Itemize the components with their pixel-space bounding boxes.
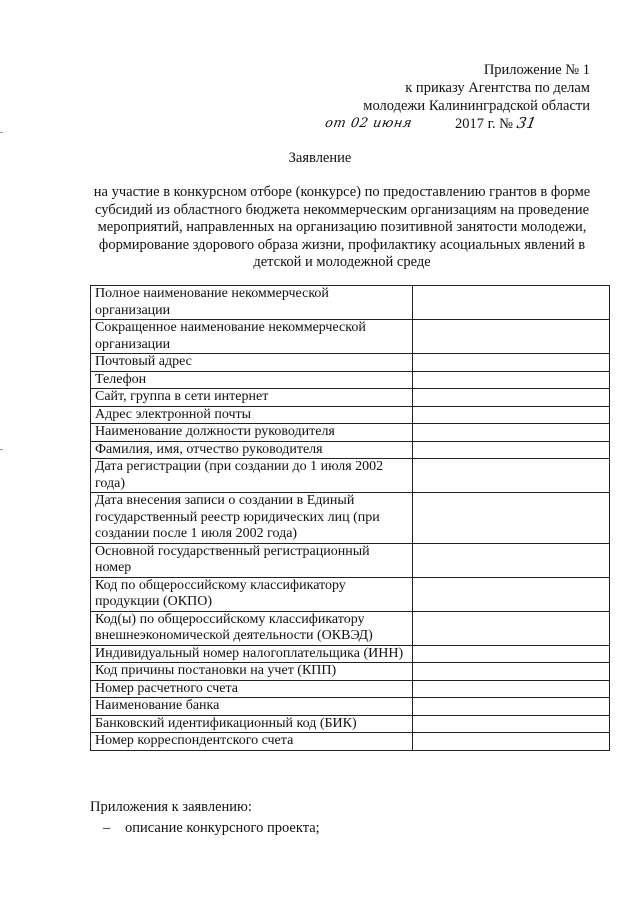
field-value-cell[interactable]	[412, 286, 609, 320]
field-label: Адрес электронной почты	[91, 406, 413, 424]
table-row	[91, 441, 610, 459]
field-value-cell[interactable]	[412, 645, 609, 663]
field-value-cell[interactable]	[412, 354, 609, 372]
field-value-cell[interactable]	[412, 577, 609, 611]
field-value-cell[interactable]	[412, 698, 609, 716]
order-year: 2017 г. №	[455, 116, 514, 132]
table-row	[91, 611, 610, 645]
appendix-number: Приложение № 1	[483, 62, 590, 78]
field-label: Полное наименование некоммерческой организации	[91, 286, 413, 320]
appendix-agency: молодежи Калининградской области	[363, 98, 590, 114]
field-value-cell[interactable]	[412, 493, 609, 544]
field-label: Основной государственный регистрационный номер	[91, 543, 413, 577]
table-row	[91, 371, 610, 389]
field-value-cell[interactable]	[412, 424, 609, 442]
field-value-cell[interactable]	[412, 680, 609, 698]
table-row	[91, 543, 610, 577]
field-label: Код(ы) по общероссийскому классификатору внешнеэкономической деятельности (ОКВЭД)	[91, 611, 413, 645]
handwritten-order-number: 31	[515, 114, 538, 132]
document-subtitle: на участие в конкурсном отборе (конкурсе) по предоставлению грантов в форме субсидий из областного бюджета некоммерческим организациям на проведение мероприятий, направленных на организацию позитивной занятости молодежи, формирование здорового образа жизни, профилактику асоциальных явлений в детской и молодежной среде	[93, 184, 591, 270]
table-row	[91, 680, 610, 698]
table-row	[91, 286, 610, 320]
field-label: Номер корреспондентского счета	[91, 733, 413, 751]
field-value-cell[interactable]	[412, 543, 609, 577]
table-row	[91, 698, 610, 716]
field-label: Наименование должности руководителя	[91, 424, 413, 442]
field-label: Код причины постановки на учет (КПП)	[91, 663, 413, 681]
table-row	[91, 354, 610, 372]
table-row	[91, 577, 610, 611]
field-label: Телефон	[91, 371, 413, 389]
document-title: Заявление	[288, 150, 352, 166]
field-label: Индивидуальный номер налогоплательщика (ИНН)	[91, 645, 413, 663]
application-form-table	[90, 285, 610, 751]
field-value-cell[interactable]	[412, 406, 609, 424]
field-label: Наименование банка	[91, 698, 413, 716]
field-value-cell[interactable]	[412, 733, 609, 751]
table-row	[91, 645, 610, 663]
field-value-cell[interactable]	[412, 320, 609, 354]
appendix-header	[330, 61, 590, 115]
table-row	[91, 459, 610, 493]
scan-margin-mark	[0, 449, 3, 450]
field-value-cell[interactable]	[412, 611, 609, 645]
field-label: Код по общероссийскому классификатору продукции (ОКПО)	[91, 577, 413, 611]
table-row	[91, 389, 610, 407]
attachment-item	[103, 820, 320, 837]
field-label: Номер расчетного счета	[91, 680, 413, 698]
field-label: Дата регистрации (при создании до 1 июля 2002 года)	[91, 459, 413, 493]
field-value-cell[interactable]	[412, 371, 609, 389]
field-label: Сокращенное наименование некоммерческой организации	[91, 320, 413, 354]
field-label: Почтовый адрес	[91, 354, 413, 372]
field-label: Банковский идентификационный код (БИК)	[91, 715, 413, 733]
handwritten-date: от 02 июня	[323, 116, 414, 131]
attachment-item-text: описание конкурсного проекта;	[125, 820, 320, 836]
table-row	[91, 715, 610, 733]
field-value-cell[interactable]	[412, 715, 609, 733]
table-row	[91, 406, 610, 424]
field-value-cell[interactable]	[412, 389, 609, 407]
field-label: Сайт, группа в сети интернет	[91, 389, 413, 407]
scan-margin-mark	[0, 132, 3, 133]
field-label: Дата внесения записи о создании в Единый государственный реестр юридических лиц (при создании после 1 июля 2002 года)	[91, 493, 413, 544]
table-row	[91, 493, 610, 544]
field-value-cell[interactable]	[412, 663, 609, 681]
field-value-cell[interactable]	[412, 459, 609, 493]
appendix-order-ref: к приказу Агентства по делам	[405, 80, 590, 96]
table-row	[91, 424, 610, 442]
field-value-cell[interactable]	[412, 441, 609, 459]
table-row	[91, 663, 610, 681]
field-label: Фамилия, имя, отчество руководителя	[91, 441, 413, 459]
attachments-heading: Приложения к заявлению:	[90, 799, 252, 815]
table-row	[91, 733, 610, 751]
table-row	[91, 320, 610, 354]
order-date-line	[325, 114, 590, 133]
order-number-line	[455, 114, 536, 133]
list-dash: –	[103, 820, 111, 836]
